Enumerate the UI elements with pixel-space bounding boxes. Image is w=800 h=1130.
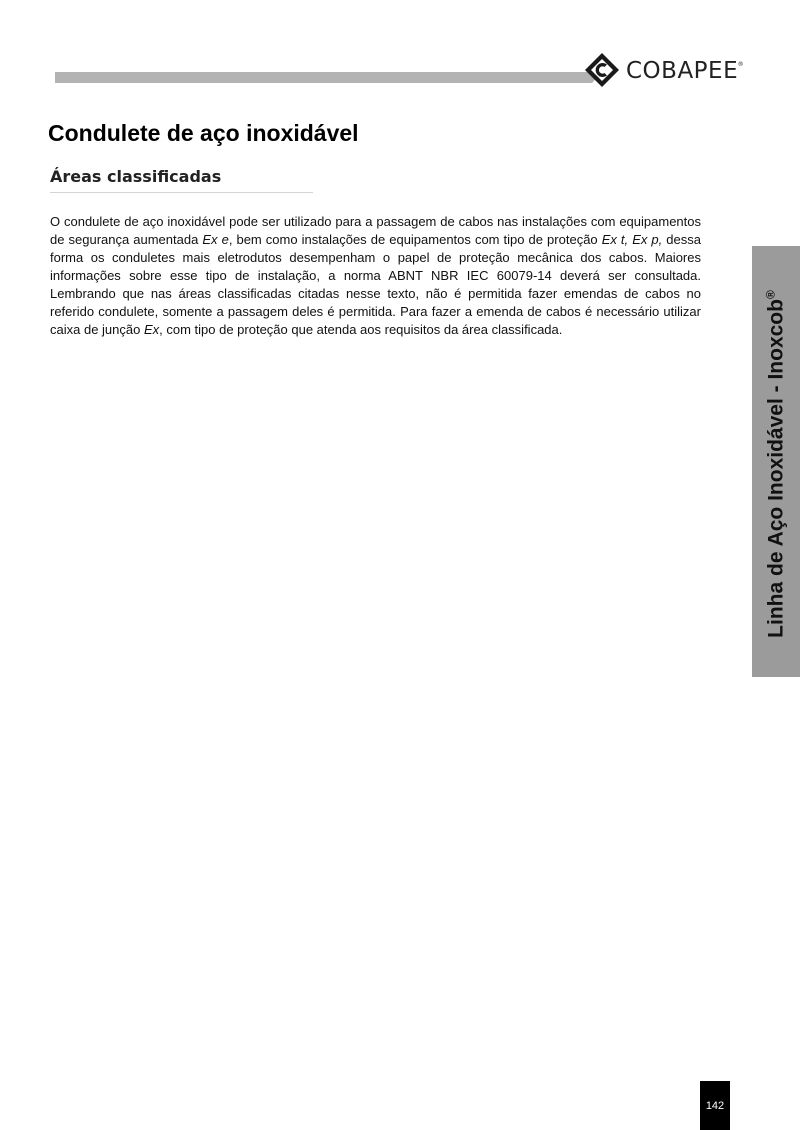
cobapee-logo-icon (584, 52, 620, 88)
side-tab (752, 246, 800, 677)
cobapee-logo (584, 52, 745, 88)
section-heading: Áreas classificadas (50, 167, 222, 186)
text-run: O condulete de aço inoxidável pode ser utilizado para a passagem de cabos nas instalações com equipamentos de segurança aumentada (50, 214, 701, 247)
text-run: dessa forma os conduletes mais eletrodutos desempenham o papel de proteção mecânica dos cabos. Maiores informações sobre esse tipo de instalação, a norma ABNT NBR IEC 60079-14 deverá ser consultada. Lembrando que nas áreas classificadas citadas nesse texto, não é permitida fazer emendas de cabos no referido condulete, somente a passagem deles é permitida. Para fazer a emenda de cabos é necessário utilizar caixa de junção (50, 232, 701, 337)
text-run: , bem como instalações de equipamentos com tipo de proteção (228, 232, 602, 247)
text-run: , com tipo de proteção que atenda aos requisitos da área classificada. (159, 322, 563, 337)
text-run-italic: Ex e (202, 232, 229, 247)
brand-registered-mark: ® (737, 61, 745, 68)
header-bar (55, 72, 592, 83)
page-title: Condulete de aço inoxidável (48, 120, 359, 146)
registered-mark: ® (763, 290, 778, 300)
text-run-italic: Ex t, Ex p, (601, 232, 663, 247)
body-paragraph (50, 213, 701, 339)
page-number: 142 (700, 1081, 730, 1130)
text-run-italic: Ex (143, 322, 160, 337)
side-tab-label: Linha de Aço Inoxidável - Inoxcob® (763, 290, 788, 638)
section-divider (50, 192, 313, 193)
brand-name: COBAPEE ® (626, 58, 745, 84)
